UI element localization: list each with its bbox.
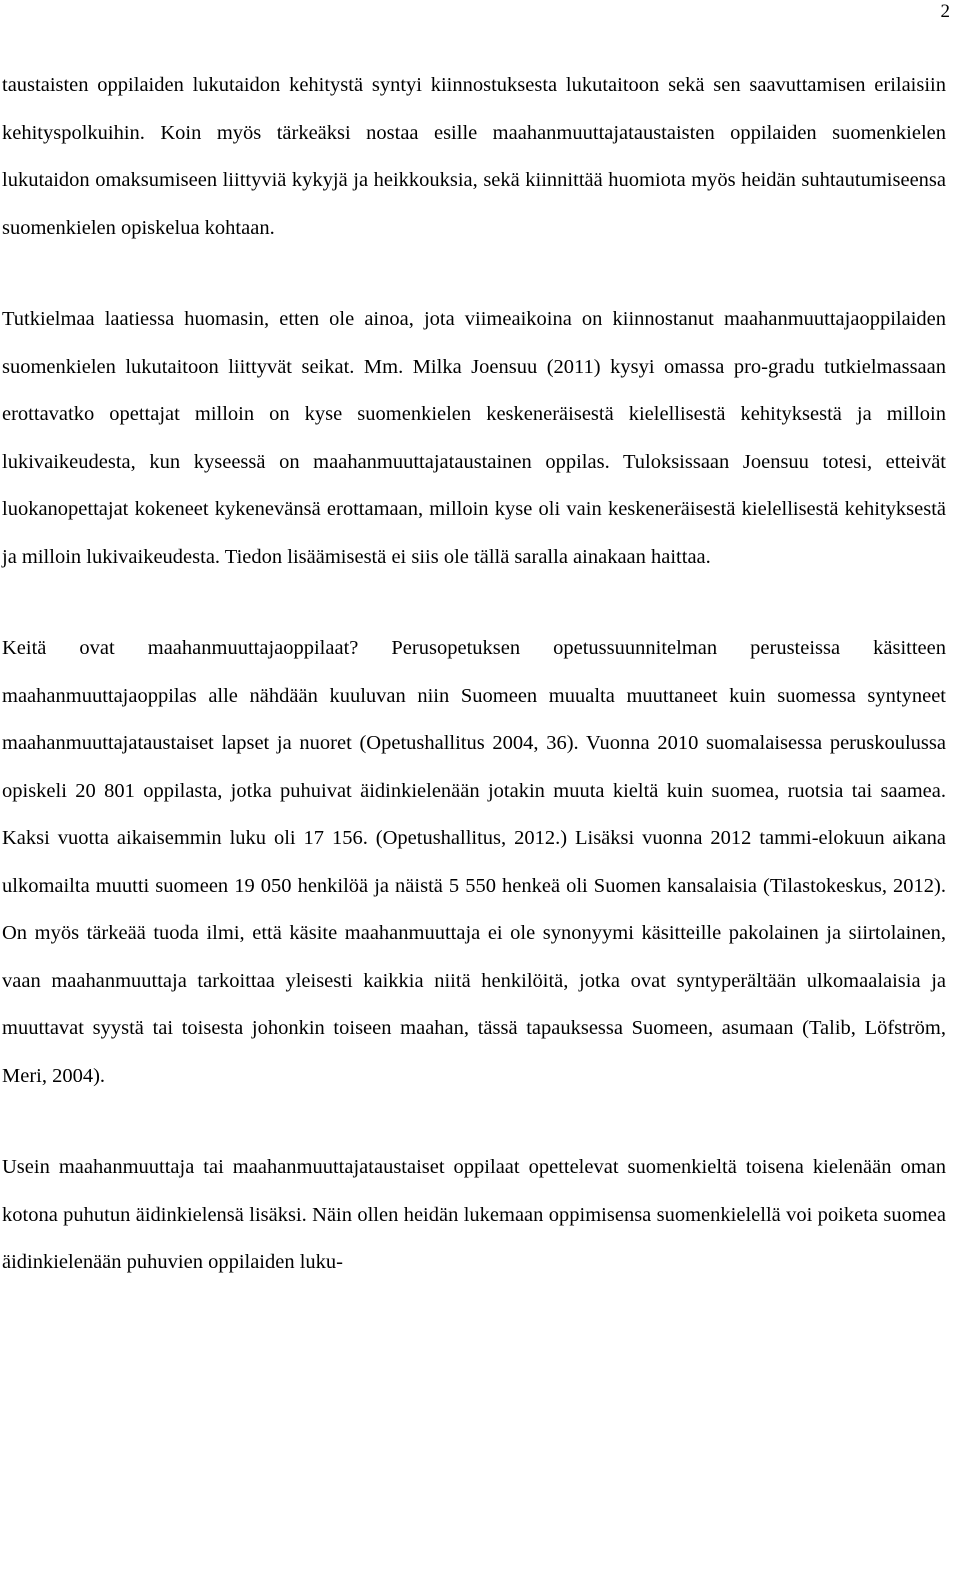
page-number: 2 [940, 1, 950, 22]
document-body [2, 62, 946, 1287]
paragraph-2: Tutkielmaa laatiessa huomasin, etten ole ainoa, jota viimeaikoina on kiinnostanut maahanmuuttajaoppilaiden suomenkielen lukutaitoon liittyvät seikat. Mm. Milka Joensuu (2011) kysyi omassa pro-gradu tutkielmassaan erottavatko opettajat milloin on kyse suomenkielen keskeneräisestä kielellisestä kehityksestä ja milloin lukivaikeudesta, kun kyseessä on maahanmuuttajataustainen oppilas. Tuloksissaan Joensuu totesi, etteivät luokanopettajat kokeneet kykenevänsä erottamaan, milloin kyse oli vain keskeneräisestä kielellisestä kehityksestä ja milloin lukivaikeudesta. Tiedon lisäämisestä ei siis ole tällä saralla ainakaan haittaa. [2, 308, 946, 568]
paragraph-3: Keitä ovat maahanmuuttajaoppilaat? Perusopetuksen opetussuunnitelman perusteissa käsitteen maahanmuuttajaoppilas alle nähdään kuuluvan niin Suomeen muualta muuttaneet kuin suomessa syntyneet maahanmuuttajataustaiset lapset ja nuoret (Opetushallitus 2004, 36). Vuonna 2010 suomalaisessa peruskoulussa opiskeli 20 801 oppilasta, jotka puhuivat äidinkielenään jotakin muuta kieltä kuin suomea, ruotsia tai saamea. Kaksi vuotta aikaisemmin luku oli 17 156. (Opetushallitus, 2012.) Lisäksi vuonna 2012 tammi-elokuun aikana ulkomailta muutti suomeen 19 050 henkilöä ja näistä 5 550 henkeä oli Suomen kansalaisia (Tilastokeskus, 2012). On myös tärkeää tuoda ilmi, että käsite maahanmuuttaja ei ole synonyymi käsitteille pakolainen ja siirtolainen, vaan maahanmuuttaja tarkoittaa yleisesti kaikkia niitä henkilöitä, jotka ovat syntyperältään ulkomaalaisia ja muuttavat syystä tai toisesta johonkin toiseen maahan, tässä tapauksessa Suomeen, asumaan (Talib, Löfström, Meri, 2004). [2, 637, 946, 1087]
paragraph-1: taustaisten oppilaiden lukutaidon kehitystä syntyi kiinnostuksesta lukutaitoon sekä sen saavuttamisen erilaisiin kehityspolkuihin. Koin myös tärkeäksi nostaa esille maahanmuuttajataustaisten oppilaiden suomenkielen lukutaidon omaksumiseen liittyviä kykyjä ja heikkouksia, sekä kiinnittää huomiota myös heidän suhtautumiseensa suomenkielen opiskelua kohtaan. [2, 74, 946, 239]
paragraph-4: Usein maahanmuuttaja tai maahanmuuttajataustaiset oppilaat opettelevat suomenkieltä toisena kielenään oman kotona puhutun äidinkielensä lisäksi. Näin ollen heidän lukemaan oppimisensa suomenkielellä voi poiketa suomea äidinkielenään puhuvien oppilaiden luku- [2, 1156, 946, 1273]
